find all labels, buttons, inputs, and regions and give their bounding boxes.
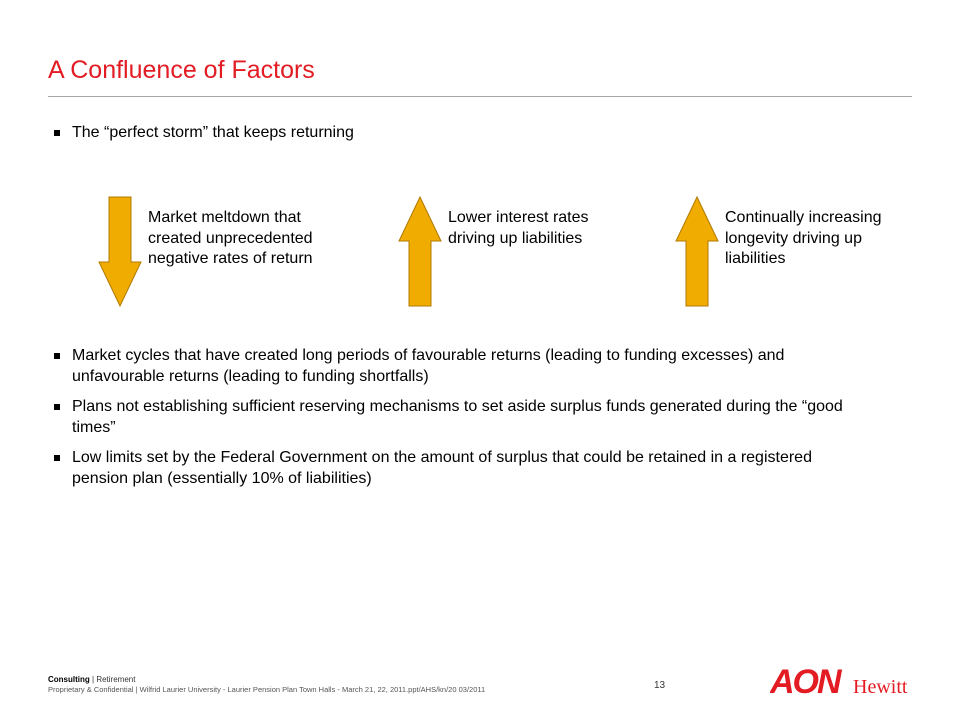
bullet-square-icon [54, 353, 60, 359]
footer-subcategory: Retirement [96, 675, 136, 684]
title-divider [48, 96, 912, 97]
arrow-down-icon [98, 196, 142, 308]
bullet-square-icon [54, 455, 60, 461]
arrow-up-icon [398, 196, 442, 308]
bullet-market-cycles [54, 346, 872, 387]
footer-separator: | [92, 675, 95, 684]
logo-sub: Hewitt [853, 676, 908, 698]
footer-category [48, 675, 135, 684]
bullet-text: Plans not establishing sufficient reserving mechanisms to set aside surplus funds generated during the “good times” [72, 398, 843, 436]
intro-bullet-text: The “perfect storm” that keeps returning [72, 124, 354, 141]
aon-hewitt-logo [770, 660, 915, 700]
bullet-limits [54, 448, 872, 489]
bullet-reserving [54, 397, 872, 438]
footer-category-main: Consulting [48, 675, 90, 684]
bullet-square-icon [54, 404, 60, 410]
page-number: 13 [654, 680, 666, 691]
intro-bullet [54, 123, 872, 144]
bullet-text: Market cycles that have created long periods of favourable returns (leading to funding excesses) and unfavourable returns (leading to funding shortfalls) [72, 347, 785, 385]
bullet-square-icon [54, 130, 60, 136]
factor-label-market: Market meltdown that created unprecedented negative rates of return [148, 209, 313, 267]
page-title: A Confluence of Factors [48, 56, 315, 84]
footer-confidential: Proprietary & Confidential | Wilfrid Laurier University - Laurier Pension Plan Town Halls - March 21, 22, 2011.ppt/AHS/kn/20 03/2011 [48, 685, 486, 694]
arrow-up-icon [675, 196, 719, 308]
bullet-text: Low limits set by the Federal Government on the amount of surplus that could be retained in a registered pension plan (essentially 10% of liabilities) [72, 449, 812, 487]
factor-label-longevity: Continually increasing longevity driving up liabilities [725, 209, 882, 267]
factor-label-interest: Lower interest rates driving up liabilities [448, 209, 589, 247]
logo-brand: AON [770, 663, 840, 700]
